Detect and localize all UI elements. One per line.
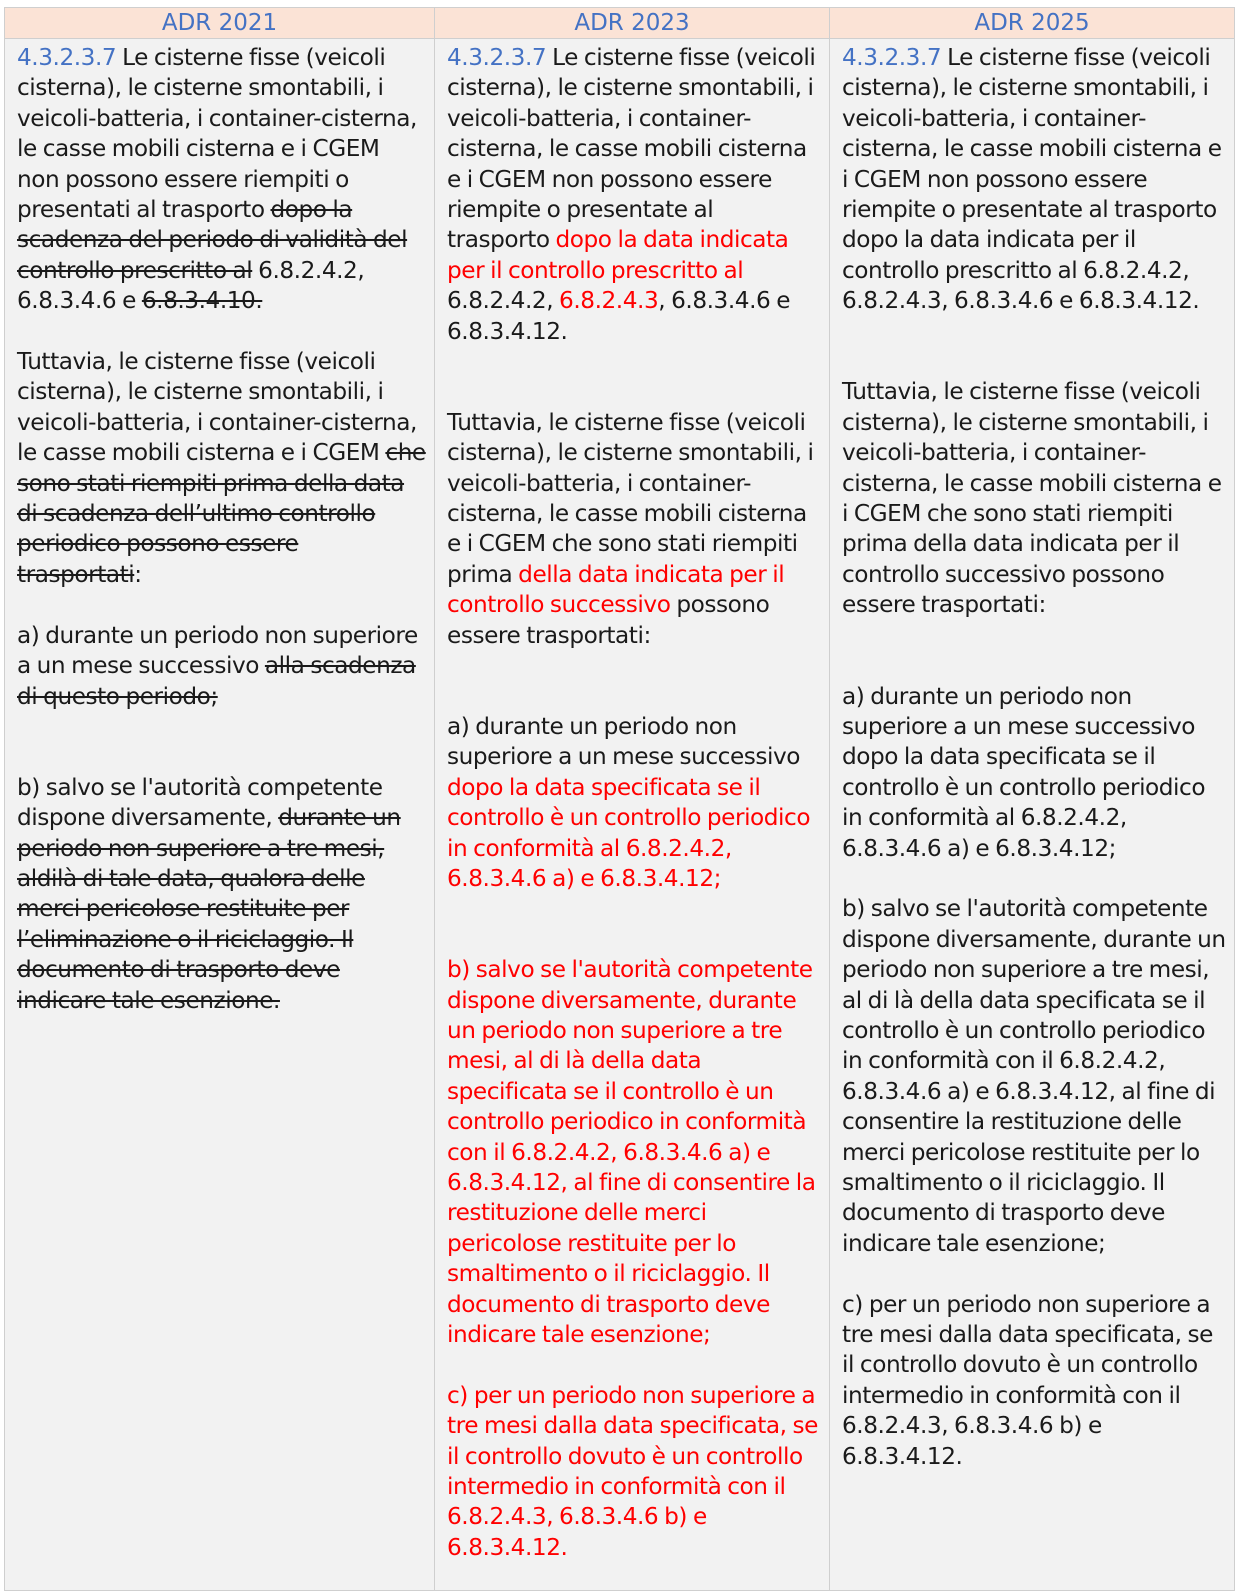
deleted-text: 6.8.3.4.10. bbox=[141, 287, 263, 315]
text: possono essere trasportati: bbox=[447, 591, 770, 649]
content-row bbox=[5, 39, 1235, 1591]
deleted-text: dopo la scadenza del periodo di validità del controllo prescritto al bbox=[17, 196, 408, 284]
section-reference: 4.3.2.3.7 bbox=[17, 44, 117, 71]
deleted-text: alla scadenza di questo periodo; bbox=[17, 652, 416, 710]
header-adr-2023: ADR 2023 bbox=[435, 8, 830, 39]
comparison-table bbox=[4, 7, 1235, 1591]
item-a bbox=[17, 621, 426, 712]
item-c: c) per un periodo non superiore a tre mesi dalla data specificata, se il controllo dovuto è un controllo intermedio in conformità con il 6.8.2.4.3, 6.8.3.4.6 b) e 6.8.3.4.12. bbox=[447, 1381, 818, 1561]
header-adr-2025: ADR 2025 bbox=[830, 8, 1235, 39]
paragraph-however: Tuttavia, le cisterne fisse (veicoli cisterna), le cisterne smontabili, i veicoli-batteria, i container-cisterna, le casse mobili cisterna e i CGEM che sono stati riempiti prima della data indicata per il controllo successivo possono essere trasportati: bbox=[842, 378, 1222, 619]
text: Le cisterne fisse (veicoli cisterna), le cisterne smontabili, i veicoli-batteria, i container-cisterna, le casse mobili cisterna e i CGEM non possono essere riempite o presentate al trasporto dopo la data indicata per il controllo prescritto al 6.8.2.4.2, 6.8.2.4.3, 6.8.3.4.6 e 6.8.3.4.12. bbox=[842, 44, 1222, 315]
text: a) durante un periodo non superiore a un mese successivo bbox=[447, 712, 801, 771]
text: : bbox=[134, 560, 142, 588]
section-reference: 4.3.2.3.7 bbox=[842, 44, 942, 71]
text: Tuttavia, le cisterne fisse (veicoli cisterna), le cisterne smontabili, i veicoli-batteria, i container-cisterna, le casse mobili cisterna e i CGEM bbox=[17, 348, 417, 467]
text: Tuttavia, le cisterne fisse (veicoli cisterna), le cisterne smontabili, i veicoli-batteria, i container-cisterna, le casse mobili cisterna e i CGEM che sono stati riempiti prima bbox=[447, 408, 814, 588]
paragraph-however bbox=[17, 347, 426, 590]
changed-text: dopo la data specificata se il controllo è un controllo periodico in conformità al 6.8.2.4.2, 6.8.3.4.6 a) e 6.8.3.4.12; bbox=[447, 773, 811, 892]
text: b) salvo se l'autorità competente dispone diversamente, bbox=[17, 773, 383, 832]
item-b: b) salvo se l'autorità competente dispone diversamente, durante un periodo non superiore a tre mesi, al di là della data specificata se il controllo è un controllo periodico in conformità con il 6.8.2.4.2, 6.8.3.4.6 a) e 6.8.3.4.12, al fine di consentire la restituzione delle merci pericolose restituite per lo smaltimento o il riciclaggio. Il documento di trasporto deve indicare tale esenzione; bbox=[447, 956, 816, 1349]
column-adr-2025 bbox=[830, 39, 1235, 1591]
text: , 6.8.3.4.6 e 6.8.3.4.12. bbox=[447, 287, 791, 345]
paragraph-intro bbox=[447, 43, 821, 347]
item-a bbox=[447, 712, 821, 894]
text: Le cisterne fisse (veicoli cisterna), le cisterne smontabili, i veicoli-batteria, i container-cisterna, le casse mobili cisterna e i CGEM non possono essere riempite o presentate al trasporto bbox=[447, 44, 816, 254]
paragraph-however bbox=[447, 408, 821, 651]
column-adr-2021 bbox=[5, 39, 435, 1591]
item-c: c) per un periodo non superiore a tre mesi dalla data specificata, se il controllo dovuto è un controllo intermedio in conformità con il 6.8.2.4.3, 6.8.3.4.6 b) e 6.8.3.4.12. bbox=[842, 1290, 1213, 1470]
text: Le cisterne fisse (veicoli cisterna), le cisterne smontabili, i veicoli-batteria, i container-cisterna, le casse mobili cisterna e i CGEM non possono essere riempiti o presentati al trasporto bbox=[17, 44, 417, 224]
changed-text: 6.8.2.4.3 bbox=[559, 287, 659, 315]
changed-text: dopo la data indicata per il controllo prescritto al bbox=[447, 226, 789, 284]
header-row bbox=[5, 8, 1235, 39]
column-adr-2023 bbox=[435, 39, 830, 1591]
header-adr-2021: ADR 2021 bbox=[5, 8, 435, 39]
item-b bbox=[17, 773, 426, 1016]
paragraph-intro bbox=[17, 43, 426, 317]
item-a: a) durante un periodo non superiore a un mese successivo dopo la data specificata se il controllo è un controllo periodico in conformità al 6.8.2.4.2, 6.8.3.4.6 a) e 6.8.3.4.12; bbox=[842, 682, 1206, 862]
changed-text: della data indicata per il controllo successivo bbox=[447, 560, 785, 619]
text: 6.8.2.4.2, 6.8.3.4.6 e bbox=[17, 256, 365, 315]
paragraph-intro bbox=[842, 43, 1226, 317]
item-b: b) salvo se l'autorità competente dispone diversamente, durante un periodo non superiore a tre mesi, al di là della data specificata se il controllo è un controllo periodico in conformità con il 6.8.2.4.2, 6.8.3.4.6 a) e 6.8.3.4.12, al fine di consentire la restituzione delle merci pericolose restituite per lo smaltimento o il riciclaggio. Il documento di trasporto deve indicare tale esenzione; bbox=[842, 895, 1226, 1257]
deleted-text: che sono stati riempiti prima della data di scadenza dell’ultimo controllo periodico possono essere trasportati bbox=[17, 439, 426, 588]
text: a) durante un periodo non superiore a un mese successivo bbox=[17, 621, 418, 680]
section-reference: 4.3.2.3.7 bbox=[447, 44, 547, 71]
deleted-text: durante un periodo non superiore a tre mesi, aldilà di tale data, qualora delle merci pericolose restituite per l’eliminazione o il riciclaggio. Il documento di trasporto deve indicare tale esenzione. bbox=[17, 804, 401, 1014]
text: 6.8.2.4.2, bbox=[447, 287, 560, 315]
